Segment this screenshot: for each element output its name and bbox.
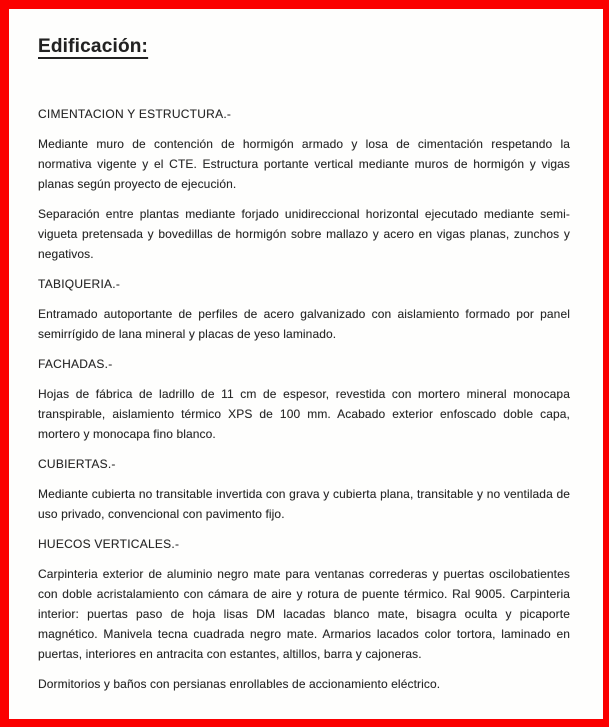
paragraph: Mediante muro de contención de hormigón armado y losa de cimentación respetando la normativa vigente y el CTE. Estructura portante vertical mediante muros de hormigón y vigas planas según proyecto de ejecución.: [38, 137, 570, 191]
section-heading-cimentacion-y-estructura: CIMENTACION Y ESTRUCTURA.-: [38, 107, 232, 121]
page-title: Edificación:: [38, 36, 149, 57]
paragraph: Dormitorios y baños con persianas enrollables de accionamiento eléctrico.: [38, 677, 441, 691]
section-fachadas: [38, 354, 570, 444]
section-cimentacion-y-estructura: [38, 104, 570, 264]
section-heading-tabiqueria: TABIQUERIA.-: [38, 277, 121, 291]
section-heading-huecos-verticales: HUECOS VERTICALES.-: [38, 537, 180, 551]
section-heading-fachadas: FACHADAS.-: [38, 357, 113, 371]
paragraph: Separación entre plantas mediante forjado unidireccional horizontal ejecutado mediante semi-vigueta pretensada y bovedillas de hormigón sobre mallazo y acero en vigas planas, zunchos y negativos.: [38, 207, 570, 261]
paragraph: Mediante cubierta no transitable invertida con grava y cubierta plana, transitable y no ventilada de uso privado, convencional con pavimento fijo.: [38, 487, 570, 521]
section-cubiertas: [38, 454, 570, 524]
paragraph: Carpinteria exterior de aluminio negro mate para ventanas correderas y puertas oscilobatientes con doble acristalamiento con cámara de aire y rotura de puente térmico. Ral 9005. Carpinteria interior: puertas paso de hoja lisas DM lacadas blanco mate, bisagra oculta y picaporte magnético. Manivela tecna cuadrada negro mate. Armarios lacados color tortora, laminado en puertas, interiores en antracita con estantes, altillos, barra y cajoneras.: [38, 567, 570, 661]
section-heading-cubiertas: CUBIERTAS.-: [38, 457, 116, 471]
section-tabiqueria: [38, 274, 570, 344]
section-huecos-verticales: [38, 534, 570, 694]
paragraph: Entramado autoportante de perfiles de acero galvanizado con aislamiento formado por panel semirrígido de lana mineral y placas de yeso laminado.: [38, 307, 570, 341]
paragraph: Hojas de fábrica de ladrillo de 11 cm de espesor, revestida con mortero mineral monocapa transpirable, aislamiento térmico XPS de 100 mm. Acabado exterior enfoscado doble capa, mortero y monocapa fino blanco.: [38, 387, 570, 441]
